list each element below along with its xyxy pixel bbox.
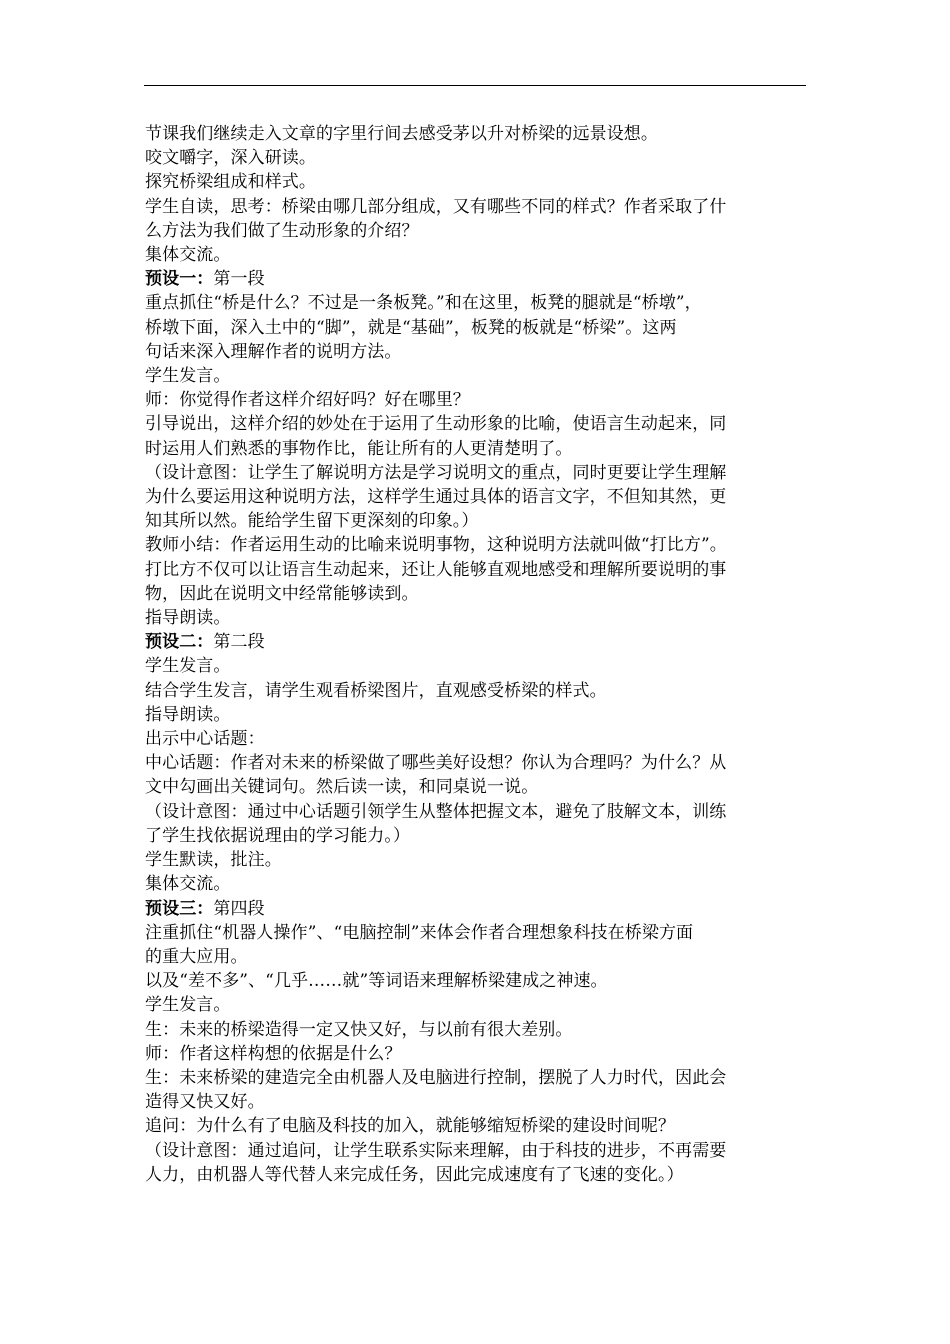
- paragraph: 注重抓住“机器人操作”、“电脑控制”来体会作者合理想象科技在桥梁方面 的重大应用。: [145, 922, 694, 967]
- paragraph: 师：你觉得作者这样介绍好吗？好在哪里？: [145, 390, 470, 411]
- paragraph: 节课我们继续走入文章的字里行间去感受茅以升对桥梁的远景设想。: [145, 124, 658, 144]
- paragraph: 中心话题：作者对未来的桥梁做了哪些美好设想？你认为合理吗？为什么？从 文中勾画出关键词句。然后读一读，和同桌说一说。: [145, 753, 727, 798]
- paragraph: 学生发言。: [145, 656, 231, 677]
- paragraph: 师：作者这样构想的依据是什么？: [145, 1043, 402, 1064]
- paragraph: 以及“差不多”、“几乎……就”等词语来理解桥梁建成之神速。: [145, 971, 608, 992]
- preset-heading: [145, 630, 810, 654]
- document-body: [145, 122, 810, 1187]
- paragraph: 学生发言。: [145, 366, 231, 387]
- paragraph: 引导说出，这样介绍的妙处在于运用了生动形象的比喻，使语言生动起来，同 时运用人们熟悉的事物作比，能让所有的人更清楚明了。: [145, 414, 727, 459]
- paragraph: （设计意图：通过追问，让学生联系实际来理解，由于科技的进步，不再需要 人力，由机器人等代替人来完成任务，因此完成速度有了飞速的变化。）: [145, 1140, 727, 1185]
- preset-label: 预设一：: [145, 269, 214, 290]
- paragraph: 生：未来的桥梁造得一定又快又好，与以前有很大差别。: [145, 1019, 573, 1040]
- paragraph: 结合学生发言，请学生观看桥梁图片，直观感受桥梁的样式。: [145, 680, 607, 701]
- paragraph: （设计意图：让学生了解说明方法是学习说明文的重点，同时更要让学生理解 为什么要运用这种说明方法，这样学生通过具体的语言文字，不但知其然，更 知其所以然。能给学生留下更深刻的印象。）: [145, 462, 727, 532]
- paragraph: 集体交流。: [145, 245, 231, 266]
- preset-text: 第二段: [213, 632, 265, 653]
- paragraph: 追问：为什么有了电脑及科技的加入，就能够缩短桥梁的建设时间呢？: [145, 1116, 676, 1137]
- paragraph: 集体交流。: [145, 874, 231, 895]
- paragraph: 学生发言。: [145, 995, 231, 1016]
- preset-label: 预设三：: [145, 898, 214, 919]
- preset-heading: [145, 267, 810, 291]
- paragraph: 指导朗读。: [145, 704, 231, 725]
- paragraph: 生：未来桥梁的建造完全由机器人及电脑进行控制，摆脱了人力时代，因此会 造得又快又好。: [145, 1067, 727, 1113]
- paragraph: （设计意图：通过中心话题引领学生从整体把握文本，避免了肢解文本，训练 了学生找依据说理由的学习能力。）: [145, 801, 727, 846]
- paragraph: 重点抓住“桥是什么？不过是一条板凳。”和在这里，板凳的腿就是“桥墩”， 桥墩下面，深入土中的“脚”，就是“基础”，板凳的板就是“桥梁”。这两 句话来深入理解作者的说明方法。: [145, 293, 702, 362]
- paragraph: 咬文嚼字，深入研读。: [145, 148, 316, 169]
- paragraph: 探究桥梁组成和样式。: [145, 172, 316, 193]
- header-rule: [144, 85, 806, 86]
- paragraph: 出示中心话题：: [145, 729, 265, 750]
- preset-text: 第一段: [213, 269, 265, 290]
- paragraph: 学生自读，思考：桥梁由哪几部分组成，又有哪些不同的样式？作者采取了什 么方法为我们做了生动形象的介绍？: [145, 196, 727, 241]
- paragraph: 指导朗读。: [145, 608, 231, 629]
- preset-heading: [145, 897, 810, 921]
- paragraph: 教师小结：作者运用生动的比喻来说明事物，这种说明方法就叫做“打比方”。 打比方不仅可以让语言生动起来，还让人能够直观地感受和理解所要说明的事 物，因此在说明文中经常能够读到。: [145, 535, 727, 604]
- paragraph: 学生默读，批注。: [145, 850, 282, 871]
- preset-text: 第四段: [213, 898, 265, 919]
- preset-label: 预设二：: [145, 632, 214, 653]
